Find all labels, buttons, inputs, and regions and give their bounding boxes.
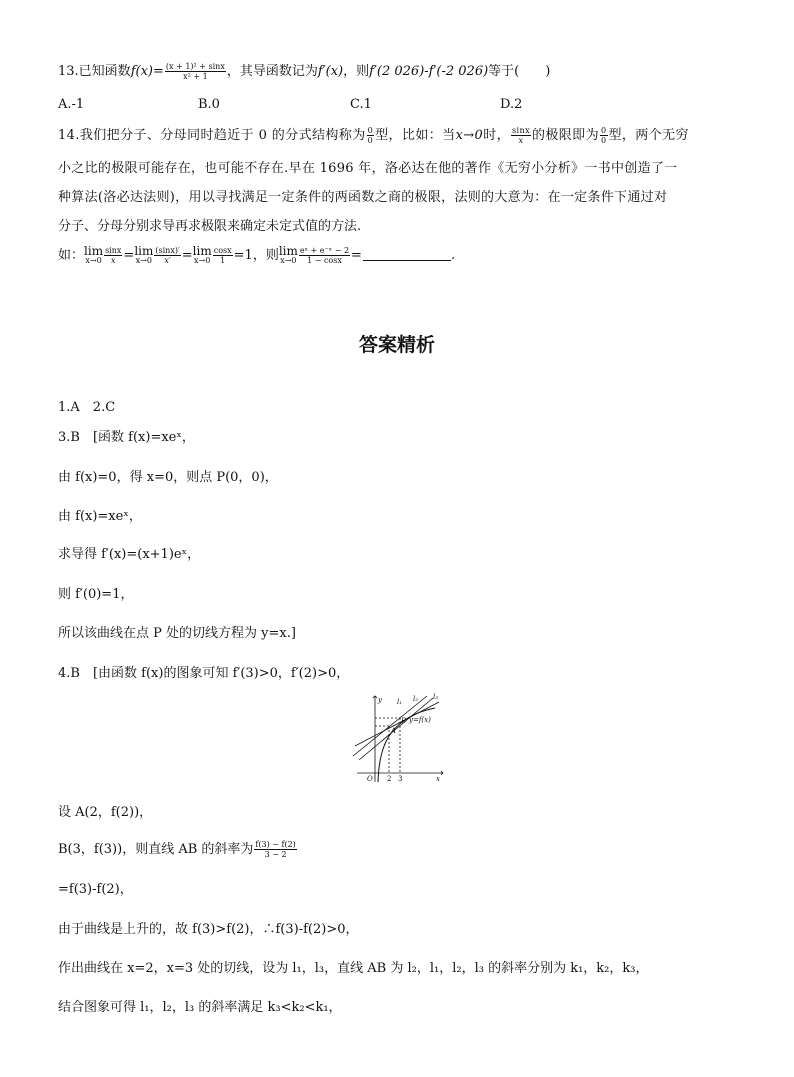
q14-example: 如：lim x→0 $\frac{\sin x}{x}$ =lim x→0 $\frac{(\sin x)'}{x'}$ =lim x→0 $\frac{\cos x}{1}$ =1，则lim x→0 $\frac{\text{eˣ + e⁻ˣ − 2}}{1 - \cos x}$ = . (58, 243, 456, 265)
tangent-l3 (355, 702, 439, 746)
label-tick-3: 3 (398, 775, 403, 783)
ex-frac-4 (299, 246, 350, 265)
lim-1-sub: x→0 (85, 255, 102, 265)
q14-line4: 分子、分母分别求导再求极限来确定未定式值的方法. (58, 219, 362, 234)
answer-blank (363, 260, 451, 261)
q14-zero-frac-2 (600, 126, 608, 145)
label-l3: l₃ (433, 693, 439, 701)
answer-3-line-4: 求导得 f′(x)=(x+1)eˣ， (58, 547, 201, 562)
ex-frac-2 (154, 246, 180, 265)
label-l2: l₂ (413, 695, 419, 703)
label-y: y (378, 696, 382, 704)
ex-frac-2-den: x′ (164, 256, 171, 265)
tangent-l1 (353, 696, 427, 756)
lim-3-sub: x→0 (194, 255, 211, 265)
ex-frac-1-den: x (110, 256, 116, 265)
lim-2-sub: x→0 (135, 255, 152, 265)
ex-frac-1 (104, 246, 122, 265)
q14-zero-den-2: 0 (601, 136, 607, 145)
q14-sinx-den: x (518, 136, 524, 145)
answer-4-line-1: 设 A(2，f(2))， (58, 805, 153, 820)
label-o: O (367, 775, 373, 783)
question-13: 13.已知函数f(x)= $\frac{\text{(x + 1)² + sinx}}{\text{x² + 1}}$ ，其导函数记为f′(x)，则f′(2 026)-f′(-2 026)等于( ) (58, 62, 551, 81)
q13-middle: ，其导函数记为 (226, 64, 318, 79)
q14-end: . (450, 248, 456, 263)
answer-4-line-2-text: B(3，f(3))，则直线 AB 的斜率为 (58, 842, 254, 857)
answer-4-line-3: =f(3)-f(2)， (58, 882, 133, 897)
ex-frac-1-num: sinx (105, 246, 122, 255)
ex-frac-3 (213, 246, 233, 265)
q13-option-b: B.0 (198, 97, 220, 112)
lim-2 (134, 243, 154, 266)
q14-x-to-0: x→0 (455, 128, 484, 143)
lim-3 (192, 243, 212, 266)
q14-line1 (58, 124, 689, 145)
q14-line1-e: 型，两个无穷 (608, 128, 689, 143)
q13-fx: f(x) (130, 64, 153, 79)
answer-4-line-2 (58, 838, 298, 859)
q14-line3: 种算法(洛必达法则)，用以寻找满足一定条件的两函数之商的极限，法则的大意为：在一定条件下通过对 (58, 190, 668, 205)
answer-4-line-4: 由于曲线是上升的，故 f(3)>f(2)，∴f(3)-f(2)>0， (58, 922, 359, 937)
label-a: A (391, 727, 397, 735)
lim-4-word: lim (278, 243, 298, 258)
answer-3-line-1: 3.B [函数 f(x)=xeˣ， (58, 430, 195, 445)
answer-1-2: 1.A 2.C (58, 400, 116, 415)
ex-frac-4-num: eˣ + e⁻ˣ − 2 (299, 246, 350, 255)
slope-den: 3 − 2 (264, 850, 287, 859)
lim-1 (84, 243, 104, 266)
q14-line1-d: 的极限即为 (531, 128, 599, 143)
answer-4-intro: 4.B [由函数 f(x)的图象可知 f′(3)>0，f′(2)>0， (58, 666, 350, 681)
tangent-figure (345, 690, 450, 785)
ex-frac-3-den: 1 (220, 256, 226, 265)
answer-3-line-5: 则 f′(0)=1， (58, 587, 134, 602)
q13-option-d: D.2 (500, 97, 523, 112)
answer-3-line-2: 由 f(x)=0，得 x=0，则点 P(0，0)， (58, 470, 278, 485)
answer-3-line-6: 所以该曲线在点 P 处的切线方程为 y=x.] (58, 626, 296, 641)
q14-line2: 小之比的极限可能存在，也可能不存在.早在 1696 年，洛必达在他的著作《无穷小分析》一书中创造了一 (58, 161, 678, 176)
q14-zero-num-1: 0 (367, 126, 374, 135)
lim-2-word: lim (134, 243, 154, 258)
q13-fpx: f′(x) (317, 64, 344, 79)
q13-suffix: 等于( ) (488, 64, 551, 79)
q13-option-c: C.1 (350, 97, 372, 112)
q13-then: ，则 (343, 64, 370, 79)
q14-ex-label: 如： (58, 248, 85, 263)
q14-zero-num-2: 0 (601, 126, 607, 135)
q13-fraction (165, 62, 226, 81)
answer-3-line-3: 由 f(x)=xeˣ， (58, 509, 142, 524)
label-curve: y=f(x) (409, 716, 431, 724)
lim-4 (278, 243, 298, 266)
q14-line1-c: 时， (483, 128, 511, 143)
label-x: x (436, 775, 440, 783)
label-b: B (401, 717, 407, 725)
slope-fraction (254, 840, 296, 859)
q13-frac-den: x² + 1 (183, 72, 208, 81)
q14-eq: = (351, 248, 362, 263)
q13-frac-num: (x + 1)² + sinx (165, 62, 225, 71)
q14-eq1: =1，则 (233, 248, 279, 263)
label-l1: l₁ (397, 698, 403, 706)
lim-4-sub: x→0 (280, 255, 297, 265)
lim-1-word: lim (84, 243, 104, 258)
q14-line1-a: 14.我们把分子、分母同时趋近于 0 的分式结构称为 (58, 128, 366, 143)
ex-frac-4-den: 1 − cosx (307, 256, 342, 265)
q14-zero-frac-1 (367, 126, 375, 145)
ex-frac-3-num: cosx (213, 246, 232, 255)
answer-4-line-5: 作出曲线在 x=2，x=3 处的切线，设为 l₁，l₃，直线 AB 为 l₂，l₁，l₂，l₃ 的斜率分别为 k₁，k₂，k₃， (58, 961, 649, 976)
answer-4-line-6: 结合图象可得 l₁，l₂，l₃ 的斜率满足 k₃<k₂<k₁， (58, 1000, 342, 1015)
label-tick-2: 2 (387, 775, 392, 783)
lim-3-word: lim (192, 243, 212, 258)
q13-expr: f′(2 026)-f′(-2 026) (369, 64, 489, 79)
q13-prefix: 13.已知函数 (58, 64, 131, 79)
q14-sinx-num: sinx (512, 126, 530, 135)
ex-frac-2-num: (sinx)′ (155, 246, 180, 255)
q14-line1-b: 型，比如：当 (375, 128, 456, 143)
q13-option-a: A.-1 (58, 97, 85, 112)
slope-num: f(3) − f(2) (255, 840, 296, 849)
answers-title: 答案精析 (358, 334, 435, 356)
q14-sinx-frac (511, 126, 531, 145)
q14-zero-den-1: 0 (367, 136, 374, 145)
